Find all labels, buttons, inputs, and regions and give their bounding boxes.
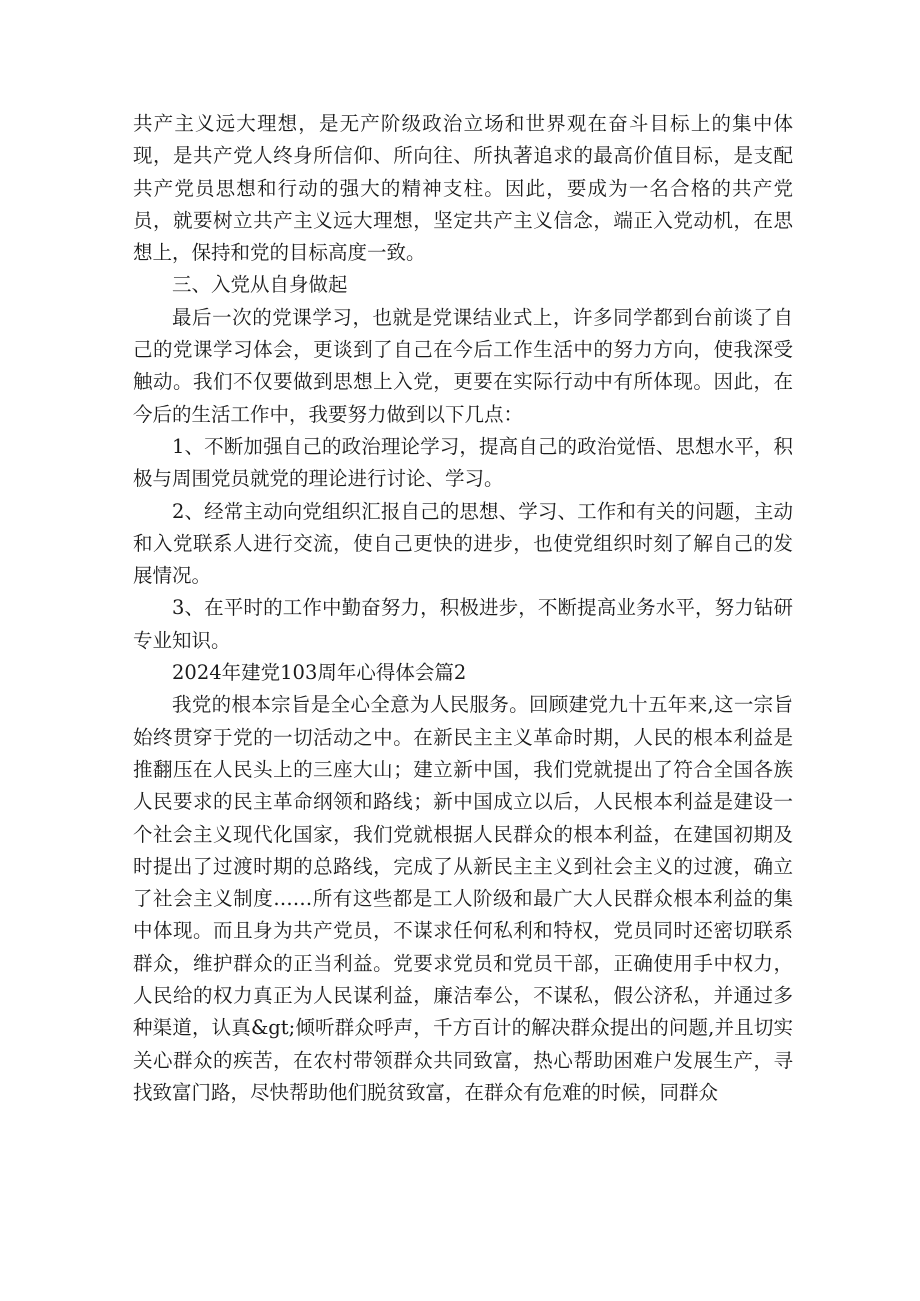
section-heading-three: 三、入党从自身做起: [172, 273, 348, 297]
paragraph-ideal: 共产主义远大理想，是无产阶级政治立场和世界观在奋斗目标上的集中体现，是共产党人终身所信仰、所向往、所执著追求的最高价值目标，是支配共产党员思想和行动的强大的精神支柱。因此，要成为一名合格的共产党员，就要树立共产主义远大理想，坚定共产主义信念，端正入党动机，在思想上，保持和党的目标高度一致。: [133, 112, 793, 265]
paragraph-fundamental-purpose: 我党的根本宗旨是全心全意为人民服务。回顾建党九十五年来,这一宗旨始终贯穿于党的一切活动之中。在新民主主义革命时期，人民的根本利益是推翻压在人民头上的三座大山；建立新中国，我们党就提出了符合全国各族人民要求的民主革命纲领和路线；新中国成立以后，人民根本利益是建设一个社会主义现代化国家，我们党就根据人民群众的根本利益，在建国初期及时提出了过渡时期的总路线，完成了从新民主主义到社会主义的过渡，确立了社会主义制度……所有这些都是工人阶级和最广大人民群众根本利益的集中体现。而且身为共产党员，不谋求任何私利和特权，党员同时还密切联系群众，维护群众的正当利益。党要求党员和党员干部，正确使用手中权力，人民给的权力真正为人民谋利益，廉洁奉公，不谋私，假公济私，并通过多种渠道，认真&gt;倾听群众呼声，千方百计的解决群众提出的问题,并且切实关心群众的疾苦，在农村带领群众共同致富，热心帮助困难户发展生产，寻找致富门路，尽快帮助他们脱贫致富，在群众有危难的时候，同群众: [133, 693, 793, 1104]
document-page: [133, 108, 793, 1109]
list-item-point-1: 1、不断加强自己的政治理论学习，提高自己的政治觉悟、思想水平，积极与周围党员就党的理论进行讨论、学习。: [133, 434, 793, 491]
list-item-point-3: 3、在平时的工作中勤奋努力，积极进步，不断提高业务水平，努力钻研专业知识。: [133, 596, 793, 652]
paragraph-last-lesson: 最后一次的党课学习，也就是党课结业式上，许多同学都到台前谈了自己的党课学习体会，更谈到了自己在今后工作生活中的努力方向，使我深受触动。我们不仅要做到思想上入党，更要在实际行动中有所体现。因此，在今后的生活工作中，我要努力做到以下几点：: [133, 305, 793, 426]
list-item-point-2: 2、经常主动向党组织汇报自己的思想、学习、工作和有关的问题，主动和入党联系人进行交流，使自己更快的进步，也使党组织时刻了解自己的发展情况。: [133, 499, 793, 588]
article-heading-2: 2024年建党103周年心得体会篇2: [172, 661, 467, 685]
